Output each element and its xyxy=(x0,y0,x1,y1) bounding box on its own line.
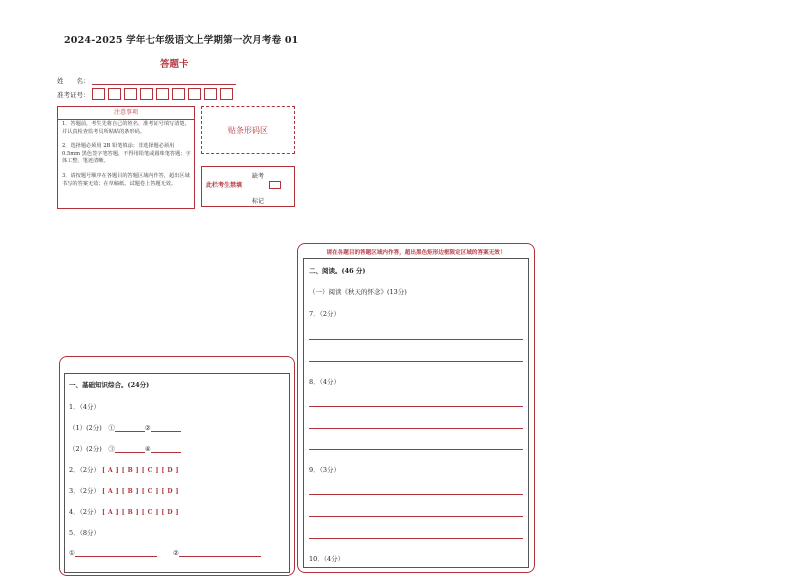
answer-line[interactable] xyxy=(309,428,523,429)
q1-sub2 xyxy=(69,444,181,453)
q4-label: 4．（2分） xyxy=(69,508,101,516)
absent-box xyxy=(201,166,295,207)
q1-sub2-mid: ④ xyxy=(144,445,151,453)
q3-label: 3．（2分） xyxy=(69,487,101,495)
blank-q5-b[interactable] xyxy=(179,556,261,557)
blank-3[interactable] xyxy=(115,452,145,453)
q3-options[interactable]: [ A ] [ B ] [ C ] [ D ] xyxy=(102,488,180,495)
id-box[interactable] xyxy=(188,88,201,100)
id-box[interactable] xyxy=(140,88,153,100)
id-box[interactable] xyxy=(124,88,137,100)
q5-row xyxy=(69,549,261,557)
barcode-area: 贴条形码区 xyxy=(201,106,295,154)
id-box[interactable] xyxy=(108,88,121,100)
q1-sub1 xyxy=(69,423,181,432)
notice-box xyxy=(57,106,195,209)
q1-label: 1．（4分） xyxy=(69,403,101,411)
q8-label: 8．（4分） xyxy=(309,378,341,386)
q7-label: 7．（2分） xyxy=(309,310,341,318)
blank-2[interactable] xyxy=(151,431,181,432)
answer-line[interactable] xyxy=(309,494,523,495)
answer-line[interactable] xyxy=(309,406,523,407)
notice-item-3: 3．请按题号顺序在各题目的答题区域内作答，超出区域书写的答案无效；在草稿纸、试题卷上答题无效。 xyxy=(62,173,190,187)
id-box[interactable] xyxy=(156,88,169,100)
blank-q5-a[interactable] xyxy=(75,556,157,557)
q10-label: 10．（4分） xyxy=(309,555,345,563)
id-box[interactable] xyxy=(220,88,233,100)
section2-box xyxy=(303,258,529,568)
q2-options[interactable]: [ A ] [ B ] [ C ] [ D ] xyxy=(102,467,180,474)
id-box[interactable] xyxy=(172,88,185,100)
id-box[interactable] xyxy=(204,88,217,100)
answer-line[interactable] xyxy=(309,339,523,340)
blank-4[interactable] xyxy=(151,452,181,453)
answer-line[interactable] xyxy=(309,449,523,450)
area-notice: 请在各题目的答题区域内作答，超出黑色矩形边框限定区域的答案无效！ xyxy=(326,250,506,256)
section2-subheading: （一）阅读《秋天的怀念》(13分) xyxy=(309,288,407,296)
q1-sub1-label: （1）(2分) ① xyxy=(69,424,115,432)
q1-sub2-label: （2）(2分) ③ xyxy=(69,445,115,453)
q3-row xyxy=(69,486,179,495)
id-box[interactable] xyxy=(92,88,105,100)
name-label: 姓 名： xyxy=(57,77,90,85)
q1-sub1-mid: ② xyxy=(144,424,151,432)
absent-top-label: 缺考 xyxy=(252,173,265,180)
answer-line[interactable] xyxy=(309,516,523,517)
absent-label: 此栏考生禁填 xyxy=(206,182,243,189)
absent-checkbox[interactable] xyxy=(269,181,281,189)
exam-title: 2024-2025 学年七年级语文上学期第一次月考卷 01 xyxy=(64,35,299,46)
q4-options[interactable]: [ A ] [ B ] [ C ] [ D ] xyxy=(102,509,180,516)
blank-1[interactable] xyxy=(115,431,145,432)
answer-line[interactable] xyxy=(309,361,523,362)
answer-sheet-label: 答题卡 xyxy=(160,59,189,70)
absent-bottom-label: 标记 xyxy=(252,198,265,205)
answer-line[interactable] xyxy=(309,538,523,539)
name-field[interactable] xyxy=(92,84,236,85)
q5-a-label: ① xyxy=(69,549,75,557)
notice-item-2: 2．选择题必须用 2B 铅笔填涂；非选择题必须用 0.5mm 黑色签字笔答题，不得用铅笔或圆珠笔答题；字体工整、笔迹清晰。 xyxy=(62,143,191,164)
q2-row xyxy=(69,465,179,474)
id-label: 准考证号： xyxy=(57,91,90,99)
section1-heading: 一、基础知识综合。(24分) xyxy=(69,381,150,389)
notice-item-1: 1．答题前，考生先将自己的姓名、准考证号填写清楚，并认真检查监考员所粘贴的条形码。 xyxy=(62,121,190,135)
q5-label: 5．（8分） xyxy=(69,529,101,537)
section2-heading: 二、阅读。(46 分) xyxy=(309,267,366,275)
notice-heading: 注意事项 xyxy=(58,107,194,120)
q4-row xyxy=(69,507,179,516)
q2-label: 2．（2分） xyxy=(69,466,101,474)
q9-label: 9．（3分） xyxy=(309,466,341,474)
q5-b-label: ② xyxy=(172,549,179,557)
